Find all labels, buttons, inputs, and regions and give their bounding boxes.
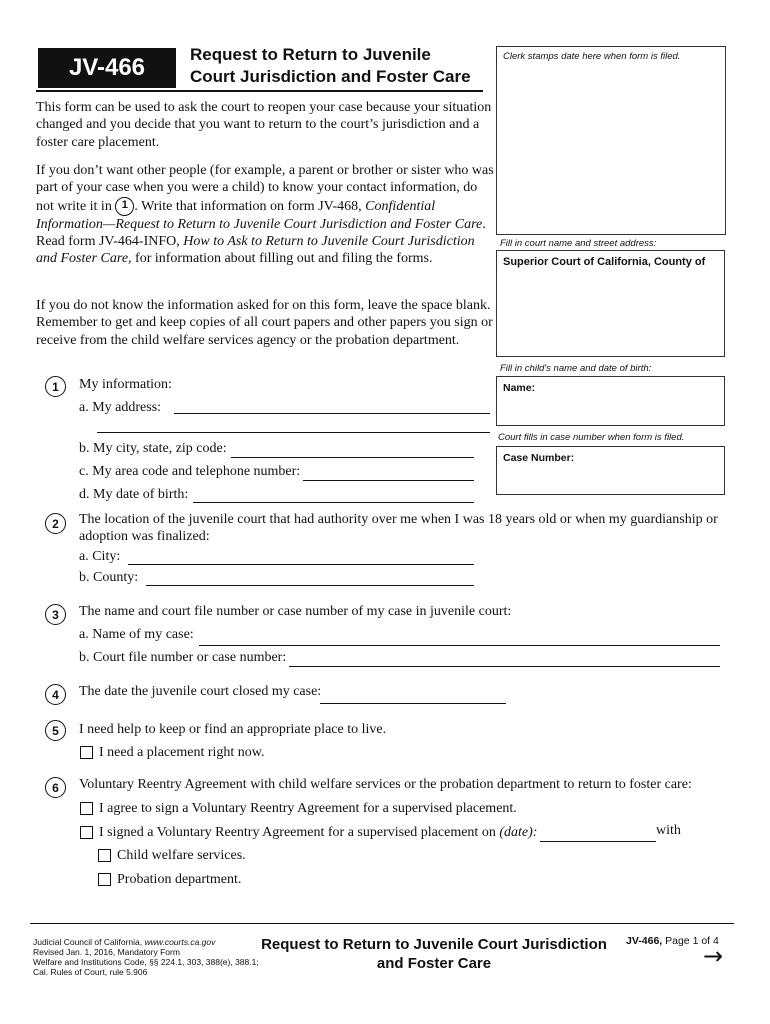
header-rule <box>36 90 483 92</box>
intro-paragraph-3: If you do not know the information asked for on this form, leave the space blank. Remember to get and keep copies of all court papers and other papers you sign or receive from the child welfare services agency or the probation department. <box>36 298 493 348</box>
intro-paragraph-2: If you don’t want other people (for example, a parent or brother or sister who was part of your case when you were a child) to know your contact information, do not write it in 1 . Write that information on form JV-468, Confidential Information—Request to Return to Juvenile Court Jurisdiction and Foster Care. Read form JV-464-INFO, How to Ask to Return to Juvenile Court Jurisdiction and Foster Care, for information about filling out and filing the forms. <box>36 163 494 267</box>
child-name-box[interactable] <box>496 376 725 426</box>
footer-rule <box>30 923 734 924</box>
address-field[interactable] <box>174 413 490 414</box>
court-name-box[interactable] <box>496 250 725 357</box>
dob-label: d. My date of birth: <box>79 487 189 502</box>
child-name-label: Name: <box>503 382 536 394</box>
child-welfare-label: Child welfare services. <box>117 848 246 863</box>
footer-citation: Judicial Council of California, www.courts.ca.gov Revised Jan. 1, 2016, Mandatory Form Welfare and Institutions Code, §§ 224.1, 303, 388(e), 388.1; Cal. Rules of Court, rule 5.906 <box>33 937 259 977</box>
intro-paragraph-1: This form can be used to ask the court to reopen your case because your situation changed and you decide that you want to return to the court’s jurisdiction and a foster care placement. <box>36 100 492 150</box>
section-6-text: Voluntary Reentry Agreement with child welfare services or the probation department to return to foster care: <box>79 777 692 792</box>
section-5-number: 5 <box>45 720 66 741</box>
section-2-text: The location of the juvenile court that had authority over me when I was 18 years old or when my guardianship or adoption was finalized: <box>79 512 718 544</box>
section-1-number: 1 <box>45 376 66 397</box>
form-title-line-1: Request to Return to Juvenile <box>190 45 431 64</box>
placement-now-checkbox[interactable] <box>80 746 93 759</box>
phone-label: c. My area code and telephone number: <box>79 464 301 479</box>
reentry-date-field[interactable] <box>540 841 656 842</box>
case-number-box <box>496 446 725 495</box>
signed-reentry-checkbox[interactable] <box>80 826 93 839</box>
child-welfare-checkbox[interactable] <box>98 849 111 862</box>
case-name-label: a. Name of my case: <box>79 627 194 642</box>
section-1-title: My information: <box>79 377 172 392</box>
phone-field[interactable] <box>303 480 474 481</box>
case-number-label: Case Number: <box>503 452 575 464</box>
footer-form-title: Request to Return to Juvenile Court Jurisdiction and Foster Care <box>261 936 607 972</box>
case-closed-date-field[interactable] <box>320 703 506 704</box>
clerk-stamp-label: Clerk stamps date here when form is filed. <box>503 51 681 62</box>
court-city-field[interactable] <box>128 564 474 565</box>
signed-reentry-label: I signed a Voluntary Reentry Agreement for a supervised placement on (date): <box>99 825 538 840</box>
agree-reentry-label: I agree to sign a Voluntary Reentry Agreement for a supervised placement. <box>99 801 517 816</box>
with-label: with <box>656 823 681 838</box>
court-city-label: a. City: <box>79 549 121 564</box>
case-name-field[interactable] <box>199 645 720 646</box>
form-title-line-2: Court Jurisdiction and Foster Care <box>190 67 471 86</box>
section-6-number: 6 <box>45 777 66 798</box>
next-page-arrow-icon: → <box>703 942 724 970</box>
form-number-badge: JV-466 <box>38 48 176 88</box>
section-reference-1: 1 <box>115 197 134 216</box>
court-county-field[interactable] <box>146 585 474 586</box>
courts-website-link[interactable]: www.courts.ca.gov <box>144 937 216 947</box>
case-number-hint: Court fills in case number when form is filed. <box>498 432 685 443</box>
section-4-number: 4 <box>45 684 66 705</box>
section-3-text: The name and court file number or case number of my case in juvenile court: <box>79 604 512 619</box>
page-number: Page 1 of 4 <box>665 935 719 947</box>
agree-reentry-checkbox[interactable] <box>80 802 93 815</box>
child-info-hint: Fill in child's name and date of birth: <box>500 363 652 374</box>
court-case-number-field[interactable] <box>289 666 720 667</box>
address-field-line-2[interactable] <box>97 432 490 433</box>
clerk-stamp-box <box>496 46 726 235</box>
footer-form-id: JV-466, <box>626 935 663 947</box>
section-4-text: The date the juvenile court closed my case: <box>79 684 322 699</box>
address-label: a. My address: <box>79 400 162 415</box>
probation-checkbox[interactable] <box>98 873 111 886</box>
placement-now-label: I need a placement right now. <box>99 745 265 760</box>
court-county-label: b. County: <box>79 570 139 585</box>
section-2-number: 2 <box>45 513 66 534</box>
case-number-field-label: b. Court file number or case number: <box>79 650 287 665</box>
probation-label: Probation department. <box>117 872 242 887</box>
section-3-number: 3 <box>45 604 66 625</box>
dob-field[interactable] <box>193 502 474 503</box>
court-name-hint: Fill in court name and street address: <box>500 238 657 249</box>
court-name-label: Superior Court of California, County of <box>503 256 706 268</box>
section-5-text: I need help to keep or find an appropriate place to live. <box>79 722 387 737</box>
city-state-zip-field[interactable] <box>231 457 474 458</box>
city-state-zip-label: b. My city, state, zip code: <box>79 441 227 456</box>
